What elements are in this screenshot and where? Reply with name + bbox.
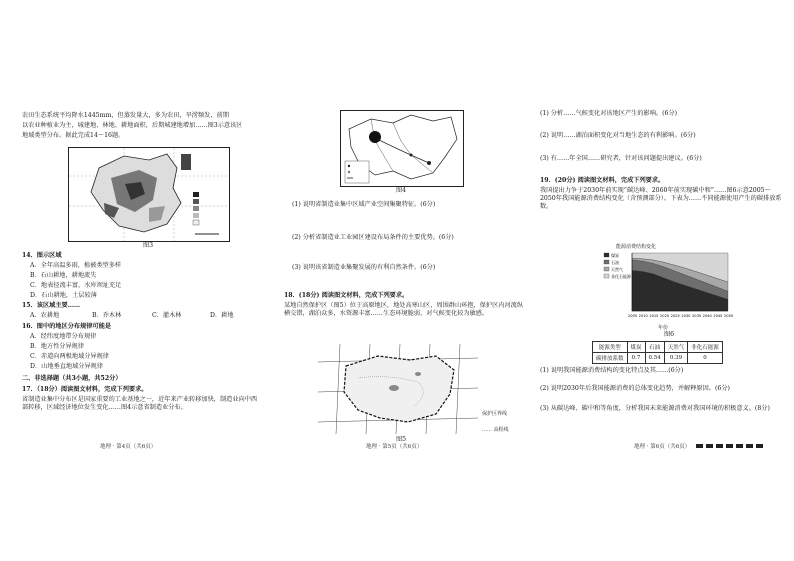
question-18-3: (3) 有……年全国……研究者，针对该问题提出建议。(6分)	[540, 155, 702, 162]
table-header-cell: 非化石能源	[688, 342, 723, 353]
table-header-cell: 天然气	[664, 342, 688, 353]
x-tick-label: 2015	[649, 314, 659, 318]
option-a: A．农耕地	[30, 312, 60, 319]
page-5	[270, 0, 538, 561]
table-cell: 0.39	[664, 353, 688, 364]
option-c: C．灌木林	[152, 312, 182, 319]
option-d: D．耕地	[210, 312, 234, 319]
barcode-mark	[726, 444, 733, 448]
question-18-2: (2) 说明……湖泊面积变化对当地生态的有利影响。(6分)	[540, 132, 696, 139]
x-tick-label: 2020	[660, 314, 670, 318]
option-a: A．经纬度地带分布规律	[30, 333, 97, 340]
table-row	[593, 353, 723, 364]
question-18-1: (1) 分析……气候变化对该地区产生的影响。(6分)	[540, 110, 678, 117]
question-19-1: (1) 说明我国能源消费结构的变化特点及其……(6分)	[540, 367, 684, 374]
question-18-body: 某地自然保护区（图5）位于高原地区，地处高寒山区，周围群山环抱，保护区内河流纵横交错，湖泊众多，水资源丰富……生态环境脆弱，对气候变化较为敏感。	[284, 302, 524, 317]
barcode-mark	[696, 444, 703, 448]
figure-4-map	[340, 110, 464, 187]
option-b: B．石山耕地，耕地流失	[30, 272, 97, 279]
option-c: C．地表径流丰富，水库坝址充足	[30, 282, 122, 289]
question-19: 19．(20分) 阅读图文材料，完成下列要求。	[540, 177, 665, 184]
question-18: 18．(18分) 阅读图文材料，完成下列要求。	[284, 292, 409, 299]
question-15: 15．该区域主要……	[22, 302, 81, 309]
legend-label: 天然气	[611, 267, 623, 272]
intro-text: 地域类型分布。据此完成14～16题。	[22, 132, 125, 139]
intro-text: 以农业种植业为主，城建地、林地、耕地面积，后期城建地增加……图3示意该区	[22, 122, 243, 129]
intro-text: 农田生态系统平均降水1445mm，但蒸发量大，多为农田，旱涝频发，前期	[22, 112, 229, 119]
reserve-map-svg	[318, 344, 478, 434]
question-14: 14．图示区域	[22, 252, 62, 259]
province-map-svg	[341, 111, 463, 186]
x-tick-label: 2005	[628, 314, 638, 318]
barcode-mark	[716, 444, 723, 448]
table-header-cell: 能源类型	[593, 342, 628, 353]
barcode-mark	[706, 444, 713, 448]
option-a: A．全年高温多雨，植被类型多样	[30, 262, 122, 269]
x-tick-label: 2025	[670, 314, 680, 318]
table-header-row	[593, 342, 723, 353]
chart-title: 能源消费结构变化	[616, 244, 657, 250]
legend-swatch	[604, 274, 609, 278]
table-cell: 0.7	[627, 353, 645, 364]
legend-label: 煤炭	[611, 253, 619, 258]
x-tick-label: 2040	[702, 314, 712, 318]
figure-5-caption: 图5	[396, 436, 407, 443]
table-header-cell: 石油	[645, 342, 664, 353]
option-c: C．赤道向两极地域分异规律	[30, 353, 109, 360]
question-19-body: 我国提出力争于2030年前实现“碳达峰、2060年前实现碳中和”……图6示意2005～2050年我国能源消费结构变化（含预测部分）。下表为……不同能源使用产生的碳排放系数。	[540, 187, 782, 210]
x-tick-label: 2050	[724, 314, 734, 318]
table-cell: 0	[688, 353, 723, 364]
question-17-3: (3) 说明该省制造业集聚发展的有利自然条件。(6分)	[292, 264, 436, 271]
x-axis-label: 年份	[658, 325, 669, 331]
legend-swatch	[604, 267, 609, 271]
table-cell: 0.54	[645, 353, 664, 364]
x-tick-label: 2010	[638, 314, 648, 318]
legend-swatch	[604, 260, 609, 264]
page-6	[538, 0, 794, 561]
page-footer: 地理 · 第6页（共6页）	[634, 444, 691, 450]
terrain-map-svg	[69, 148, 229, 241]
barcode-mark	[736, 444, 743, 448]
figure-3-map	[68, 147, 230, 242]
figure-3-caption: 图3	[143, 242, 154, 249]
question-17-2: (2) 分析省制造业工业园区建设布局条件的主要优势。(6分)	[292, 234, 454, 241]
figure-6-caption: 图6	[664, 331, 675, 338]
question-17: 17．（18分）阅读图文材料，完成下列要求。	[22, 386, 148, 393]
question-19-2: (2) 说明2030年后我国能源消费的总体变化趋势，并解释原因。(6分)	[540, 385, 730, 392]
option-b: B．乔木林	[92, 312, 122, 319]
x-tick-label: 2030	[681, 314, 691, 318]
table-header-cell: 煤炭	[627, 342, 645, 353]
page-footer: 地理 · 第4页（共6页）	[100, 444, 157, 450]
figure-6-chart	[602, 243, 732, 323]
legend-contour: …… 高程线	[482, 427, 509, 433]
legend-boundary: 保护区界线	[482, 411, 508, 417]
barcode-mark	[746, 444, 753, 448]
page-footer: 地理 · 第5页（共6页）	[366, 444, 423, 450]
question-17-body: 省制造业集中分布区是国家重要的工业基地之一，近年来产业转移加快，制造业向中西部转移，区域经济地位发生变化……图4示意省制造业分布。	[22, 396, 258, 411]
figure-4-caption: 图4	[396, 187, 407, 194]
option-d: D．山地垂直地域分异规律	[30, 363, 104, 370]
question-16: 16．图中的地区分布规律可能是	[22, 323, 112, 330]
page-4	[0, 0, 270, 561]
option-d: D．石山耕地，土层较薄	[30, 292, 97, 299]
legend-label: 石油	[611, 260, 619, 265]
table-row-label: 碳排放系数	[593, 353, 628, 364]
area-chart-svg	[602, 249, 732, 323]
question-17-1: (1) 说明省制造业集中区域产业空间集聚特征。(6分)	[292, 201, 436, 208]
question-19-3: (3) 从碳达峰、碳中和等角度，分析我国未来能源消费对我国环境的积极意义。(8分)	[540, 405, 770, 412]
legend-swatch	[604, 253, 609, 257]
x-tick-label: 2045	[713, 314, 723, 318]
section-heading: 二、非选择题（共3小题，共52分）	[22, 375, 122, 382]
x-tick-label: 2035	[692, 314, 702, 318]
option-b: B．地方性分异规律	[30, 343, 85, 350]
emission-table	[592, 341, 723, 364]
figure-5-map	[318, 344, 478, 434]
barcode-mark	[756, 444, 763, 448]
legend-label: 非化石能源	[611, 274, 631, 279]
